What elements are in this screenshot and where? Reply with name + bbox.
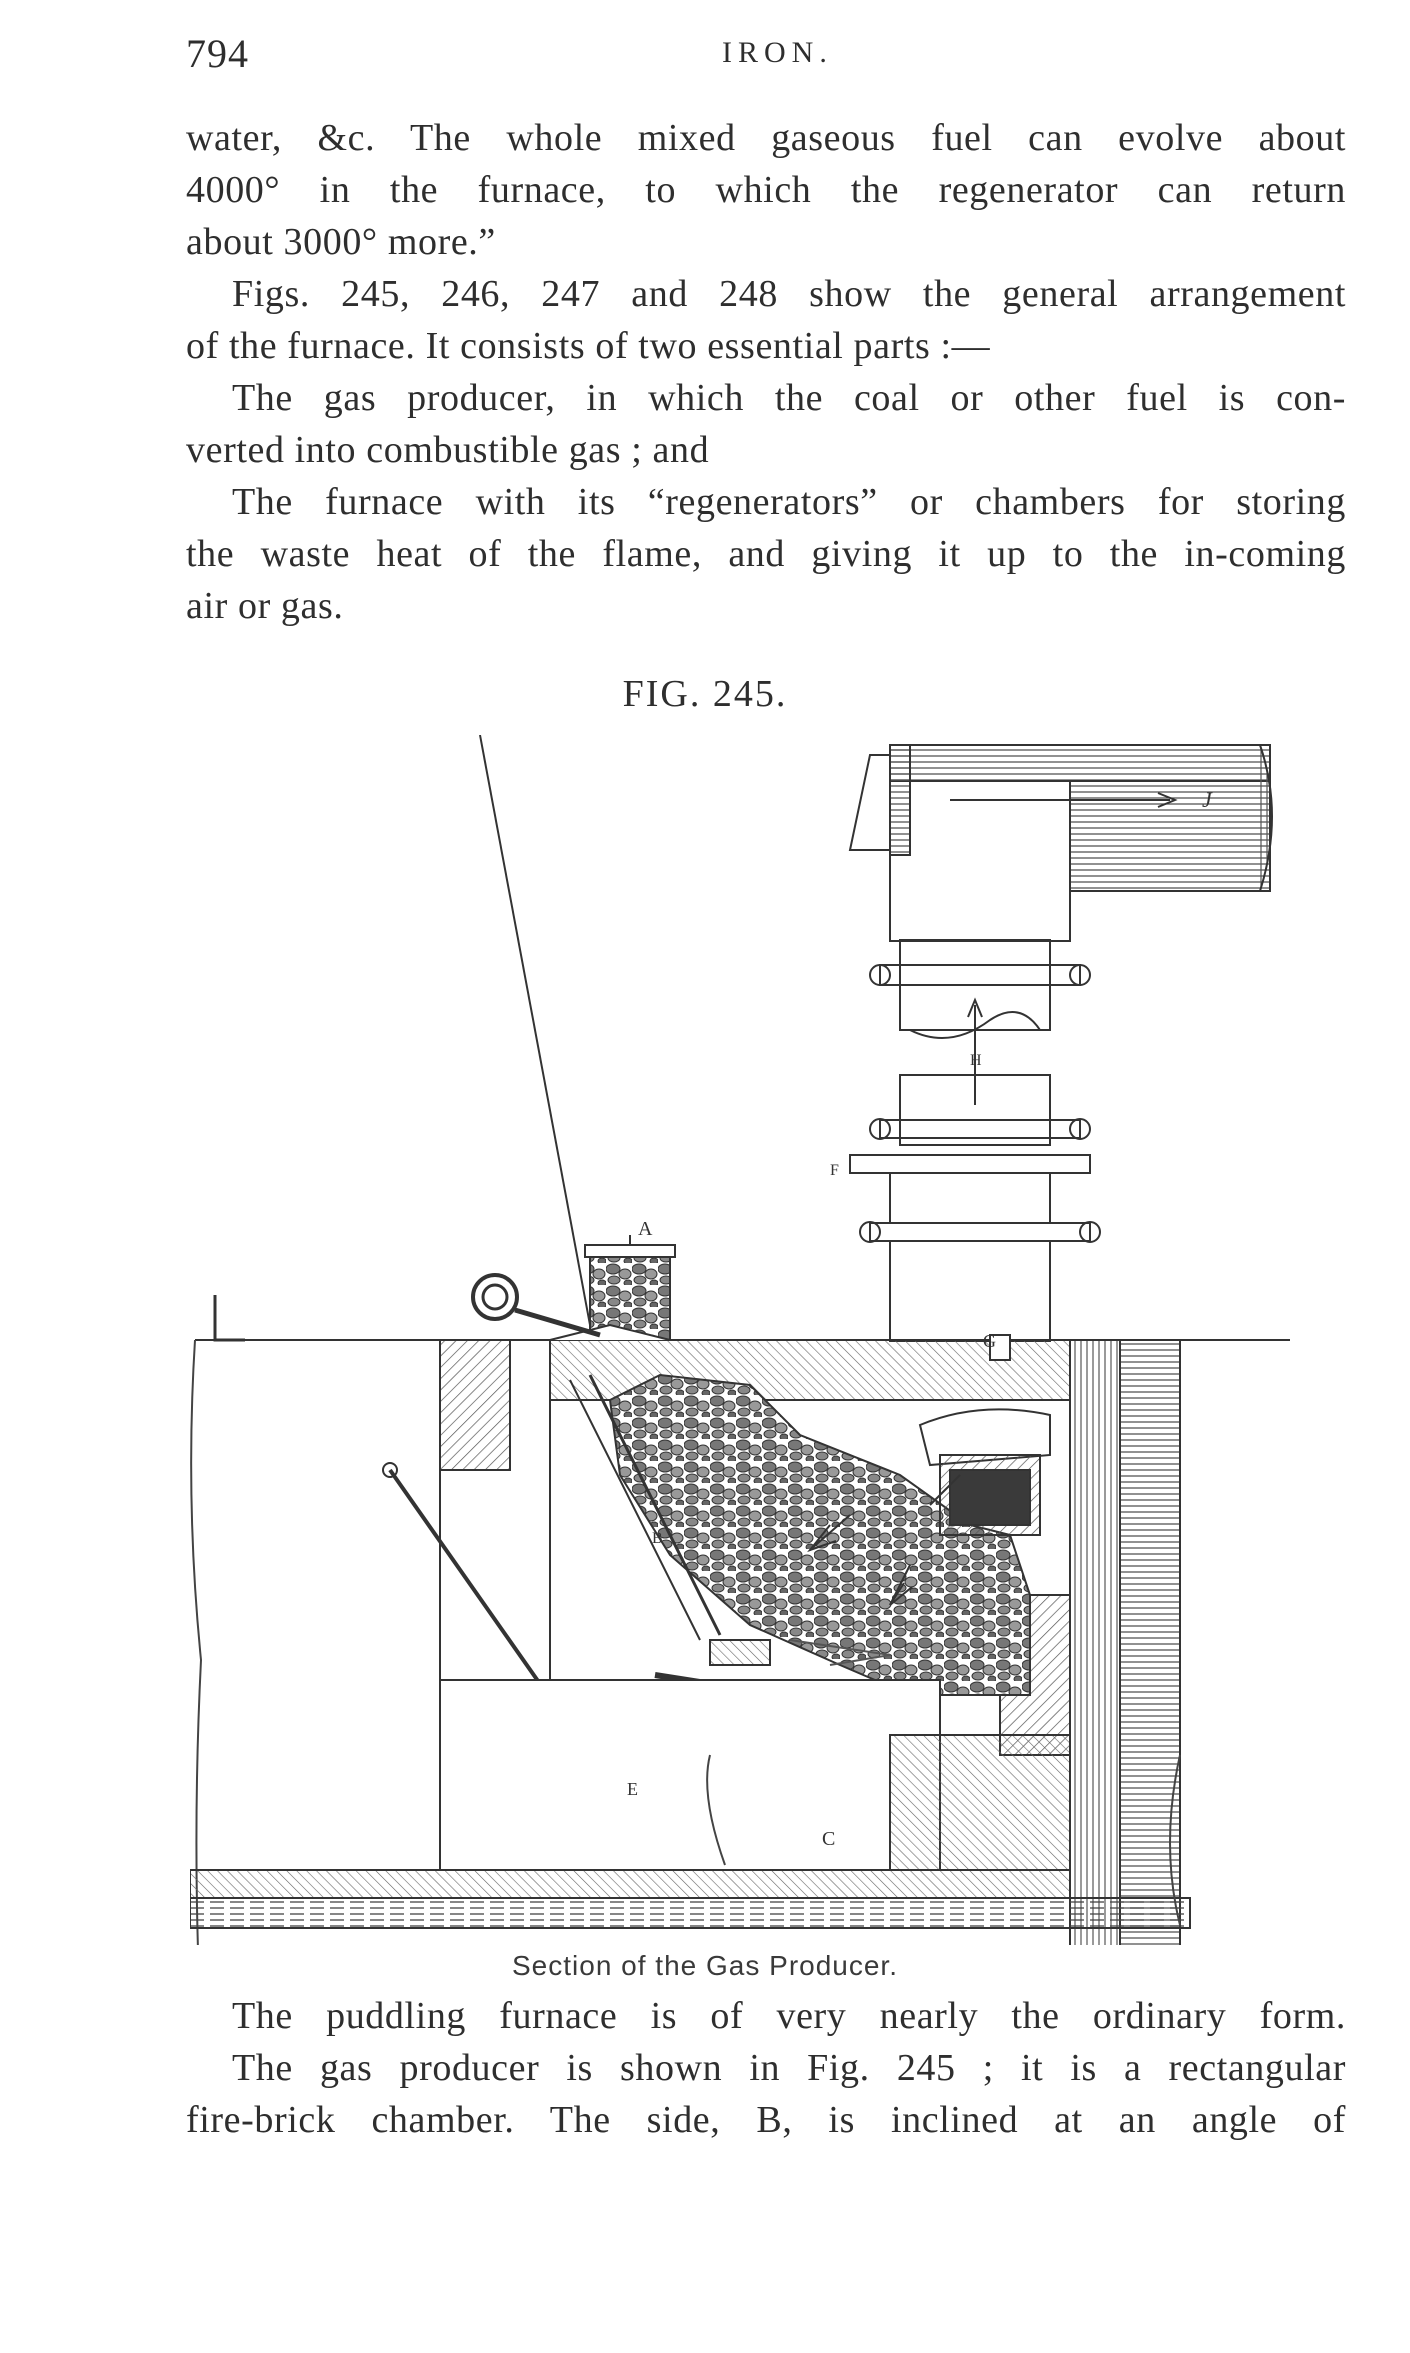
text-line: The gas producer, in which the coal or other fuel is con- bbox=[232, 377, 1346, 419]
text-line: of the furnace. It consists of two essential parts :— bbox=[186, 325, 991, 367]
figure-letter-g: G bbox=[983, 1331, 996, 1351]
figure-letter-a: A bbox=[638, 1218, 653, 1240]
text-line: The gas producer is shown in Fig. 245 ; it is a rectangular bbox=[232, 2047, 1346, 2089]
text-line: 4000° in the furnace, to which the regenerator can return bbox=[186, 169, 1346, 211]
text-line: air or gas. bbox=[186, 585, 344, 627]
figure-letter-h: H bbox=[970, 1052, 982, 1069]
text-line: The puddling furnace is of very nearly the ordinary form. bbox=[232, 1995, 1346, 2037]
text-line: fire-brick chamber. The side, B, is inclined at an angle of bbox=[186, 2099, 1346, 2141]
gas-producer-figure bbox=[190, 735, 1300, 1945]
paragraph-figs-intro bbox=[186, 268, 1346, 372]
text-line: about 3000° more.” bbox=[186, 221, 496, 263]
text-line: Figs. 245, 246, 247 and 248 show the general arrangement bbox=[232, 273, 1346, 315]
gas-producer-engraving bbox=[190, 735, 1300, 1945]
figure-caption: Section of the Gas Producer. bbox=[512, 1950, 898, 1981]
figure-letter-e: E bbox=[627, 1779, 638, 1799]
figure-letter-f: F bbox=[830, 1162, 839, 1179]
figure-label: FIG. 245. bbox=[622, 673, 788, 715]
figure-letter-b: B bbox=[652, 1530, 663, 1547]
page-number: 794 bbox=[186, 31, 249, 76]
running-title: IRON. bbox=[722, 36, 833, 69]
figure-letter-c: C bbox=[822, 1828, 836, 1850]
running-head bbox=[186, 30, 1350, 90]
figure-letter-j: J bbox=[1202, 787, 1212, 812]
paragraph-puddling-furnace bbox=[186, 1990, 1346, 2146]
paragraph-continued bbox=[186, 112, 1346, 268]
text-line: the waste heat of the flame, and giving it up to the in-coming bbox=[186, 533, 1346, 575]
text-line: The furnace with its “regenerators” or chambers for storing bbox=[232, 481, 1346, 523]
text-line: water, &c. The whole mixed gaseous fuel can evolve about bbox=[186, 117, 1346, 159]
paragraph-gas-producer bbox=[186, 372, 1346, 476]
text-line: verted into combustible gas ; and bbox=[186, 429, 710, 471]
paragraph-regenerators bbox=[186, 476, 1346, 632]
